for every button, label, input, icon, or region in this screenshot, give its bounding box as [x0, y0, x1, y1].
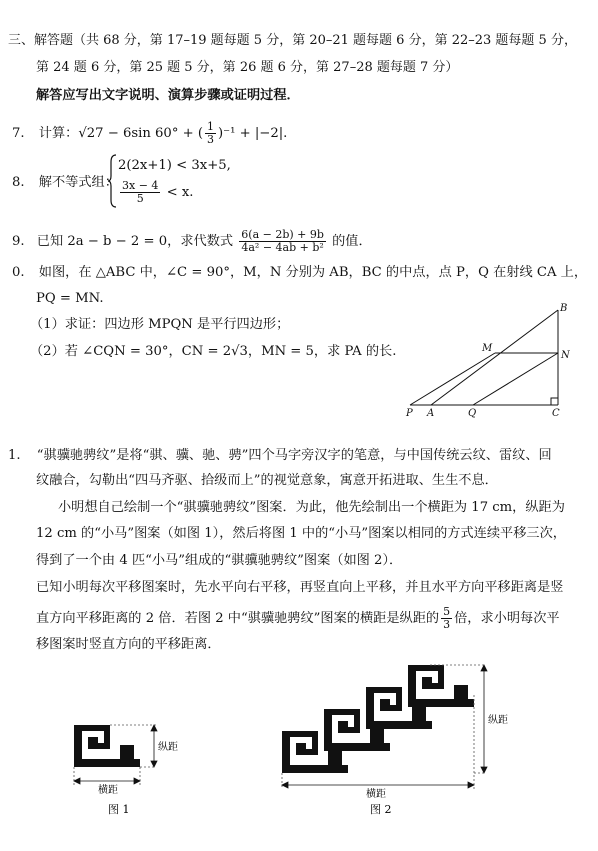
- paragraph-3-line-3: 移图案时竖直方向的平移距离．: [36, 637, 221, 652]
- fig1-caption: 图 1: [108, 803, 130, 816]
- fraction: $\frac{1}{3}$: [207, 120, 214, 146]
- math-expression-a: √27 − 6sin 60° + (: [78, 126, 203, 141]
- question-prefix: 计算：: [38, 126, 79, 141]
- question-19: [12, 229, 372, 254]
- fig1-vertical-label: 纵距: [158, 742, 178, 753]
- triangle-figure: [400, 300, 570, 420]
- question-number: 9.: [12, 234, 25, 249]
- fig2-caption: 图 2: [370, 803, 392, 816]
- question-text-cont: PQ = MN.: [36, 291, 104, 306]
- label-p: P: [406, 408, 413, 419]
- question-prefix: 解不等式组：: [38, 175, 118, 190]
- part-2: （2）若 ∠CQN = 30°，CN = 2√3，MN = 5，求 PA 的长.: [30, 344, 397, 359]
- label-q: Q: [468, 408, 477, 419]
- paragraph-2-line-2: 12 cm 的“小马”图案（如图 1），然后将图 1 中的“小马”图案以相同的方式连续平移三次，: [36, 526, 566, 541]
- question-18-label: [12, 174, 118, 191]
- fraction: $\frac{6(a - 2b) + 9b}{\text{4a² − 4ab + b²}}$: [241, 228, 324, 254]
- part-1: （1）求证：四边形 MPQN 是平行四边形；: [30, 317, 290, 332]
- fraction: $\frac{3x - 4}{5}$: [122, 179, 159, 205]
- section-header-cont: 第 24 题 6 分，第 25 题 5 分，第 26 题 6 分，第 27–28 题每题 7 分）: [36, 60, 459, 75]
- question-suffix: 的值．: [332, 234, 372, 249]
- paragraph-2-line-3: 得到了一个由 4 匹“小马”组成的“骐骥驰骋纹”图案（如图 2）．: [36, 553, 403, 568]
- paragraph-3-line-2: 直方向平移距离的 2 倍．若图 2 中“骐骥驰骋纹”图案的横距是纵距的 $\frac{5}{3}$ 倍，求小明每次平: [36, 605, 560, 631]
- inequality-1: 2(2x+1) < 3x+5,: [118, 158, 231, 173]
- fig2-vertical-label: 纵距: [488, 715, 508, 726]
- question-text-cont: 纹融合，勾勒出“四马齐驱、拾级而上”的视觉意象，寓意开拓进取、生生不息．: [36, 473, 498, 488]
- question-text: “骐骥驰骋纹”是将“骐、骥、驰、骋”四个马字旁汉字的笔意，与中国传统云纹、雷纹、回: [36, 448, 552, 463]
- question-number: 7.: [12, 126, 25, 141]
- label-b: B: [560, 303, 568, 314]
- label-c: C: [552, 408, 560, 419]
- fig2-horizontal-label: 横距: [366, 789, 386, 800]
- figure-1-pattern: [60, 705, 190, 825]
- question-prefix: 已知 2a − b − 2 = 0，求代数式: [36, 234, 234, 249]
- question-text: 如图，在 △ABC 中，∠C = 90°，M，N 分别为 AB，BC 的中点，点 P，Q 在射线 CA 上，: [38, 265, 588, 280]
- paragraph-2-line-1: 小明想自己绘制一个“骐骥驰骋纹”图案．为此，他先绘制出一个横距为 17 cm，纵距为: [58, 500, 565, 515]
- figure-2-pattern: [270, 655, 510, 825]
- question-20: [12, 264, 587, 281]
- fraction: $\frac{5}{3}$: [443, 605, 451, 631]
- question-21: [8, 447, 552, 464]
- label-n: N: [561, 350, 570, 361]
- section-instruction: 解答应写出文字说明、演算步骤或证明过程．: [36, 88, 300, 103]
- math-expression-b: )⁻¹ + |−2|.: [218, 126, 288, 141]
- inequality-2: $\frac{3x - 4}{5}$ < x.: [122, 179, 194, 205]
- label-a: A: [427, 408, 435, 419]
- question-number: 8.: [12, 175, 25, 190]
- question-17: [12, 121, 287, 146]
- label-m: M: [482, 343, 493, 354]
- question-number: 1.: [8, 448, 21, 463]
- question-number: 0.: [12, 265, 25, 280]
- section-header: 三、解答题（共 68 分，第 17–19 题每题 5 分，第 20–21 题每题 6 分，第 22–23 题每题 5 分，: [8, 33, 577, 48]
- fig1-horizontal-label: 横距: [98, 785, 118, 796]
- left-brace-icon: [107, 154, 117, 208]
- paragraph-3-line-1: 已知小明每次平移图案时，先水平向右平移，再竖直向上平移，并且水平方向平移距离是竖: [36, 580, 564, 595]
